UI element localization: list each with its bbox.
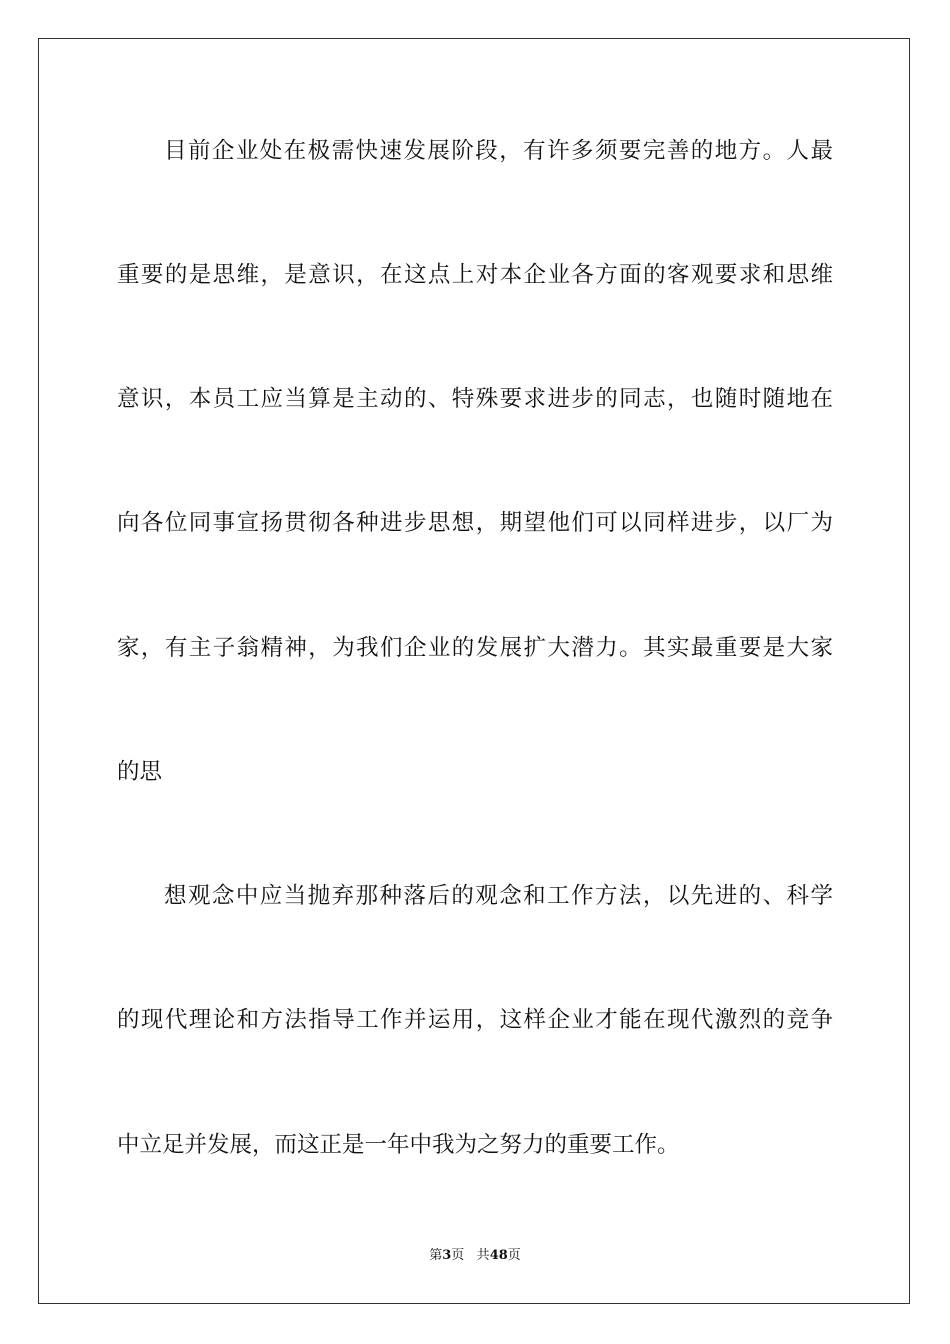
paragraph-line-4: 向各位同事宣扬贯彻各种进步思想，期望他们可以同样进步，以厂为 (117, 510, 833, 536)
page-footer (0, 1247, 950, 1265)
paragraph-line-5: 家，有主子翁精神，为我们企业的发展扩大潜力。其实最重要是大家 (117, 635, 833, 661)
paragraph-line-6: 的思 (117, 759, 163, 785)
paragraph-line-9: 中立足并发展，而这正是一年中我为之努力的重要工作。 (117, 1132, 680, 1158)
paragraph-line-7: 想观念中应当抛弃那种落后的观念和工作方法，以先进的、科学 (164, 883, 833, 909)
footer-page-suffix: 页 (451, 1248, 465, 1263)
footer-total-suffix: 页 (507, 1248, 521, 1263)
footer-page-number: 3 (442, 1248, 452, 1263)
footer-total-pages: 48 (489, 1248, 508, 1263)
paragraph-line-1: 目前企业处在极需快速发展阶段，有许多须要完善的地方。人最 (164, 138, 833, 164)
paragraph-line-3: 意识，本员工应当算是主动的、特殊要求进步的同志，也随时随地在 (117, 386, 833, 412)
footer-page-prefix: 第 (429, 1248, 443, 1263)
paragraph-line-2: 重要的是思维，是意识，在这点上对本企业各方面的客观要求和思维 (117, 262, 833, 288)
page-border (38, 38, 910, 1304)
paragraph-line-8: 的现代理论和方法指导工作并运用，这样企业才能在现代激烈的竞争 (117, 1007, 833, 1033)
footer-total-prefix: 共 (476, 1248, 490, 1263)
